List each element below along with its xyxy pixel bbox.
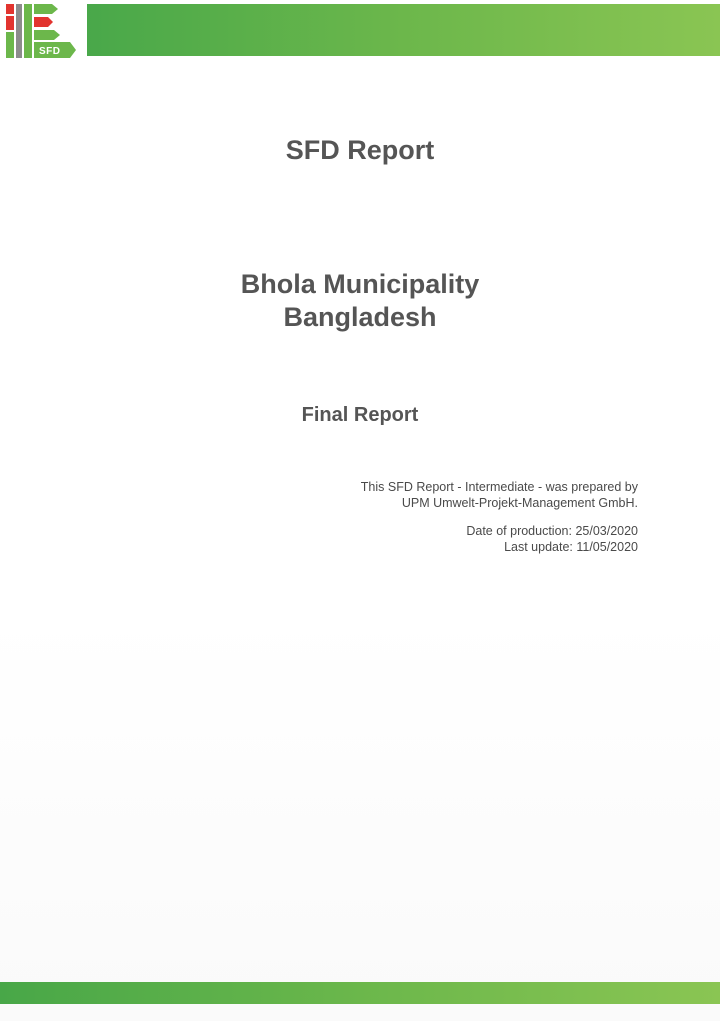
report-type: Final Report bbox=[301, 404, 419, 426]
date-of-production: Date of production: 25/03/2020 bbox=[466, 524, 638, 538]
preparation-note bbox=[218, 479, 638, 511]
date-info bbox=[218, 523, 638, 555]
prepared-by-org: UPM Umwelt-Projekt-Management GmbH. bbox=[401, 496, 638, 510]
prepared-by-line: This SFD Report - Intermediate - was prepared by bbox=[360, 480, 638, 494]
country-name: Bangladesh bbox=[283, 302, 437, 332]
last-update: Last update: 11/05/2020 bbox=[504, 540, 638, 554]
report-title: SFD Report bbox=[285, 135, 435, 165]
footer-green-band bbox=[0, 982, 720, 1004]
page-header bbox=[0, 0, 720, 62]
logo-text: SFD bbox=[39, 46, 61, 57]
header-green-band bbox=[87, 4, 720, 56]
sfd-logo bbox=[6, 4, 84, 58]
city-name: Bhola Municipality bbox=[240, 269, 480, 299]
